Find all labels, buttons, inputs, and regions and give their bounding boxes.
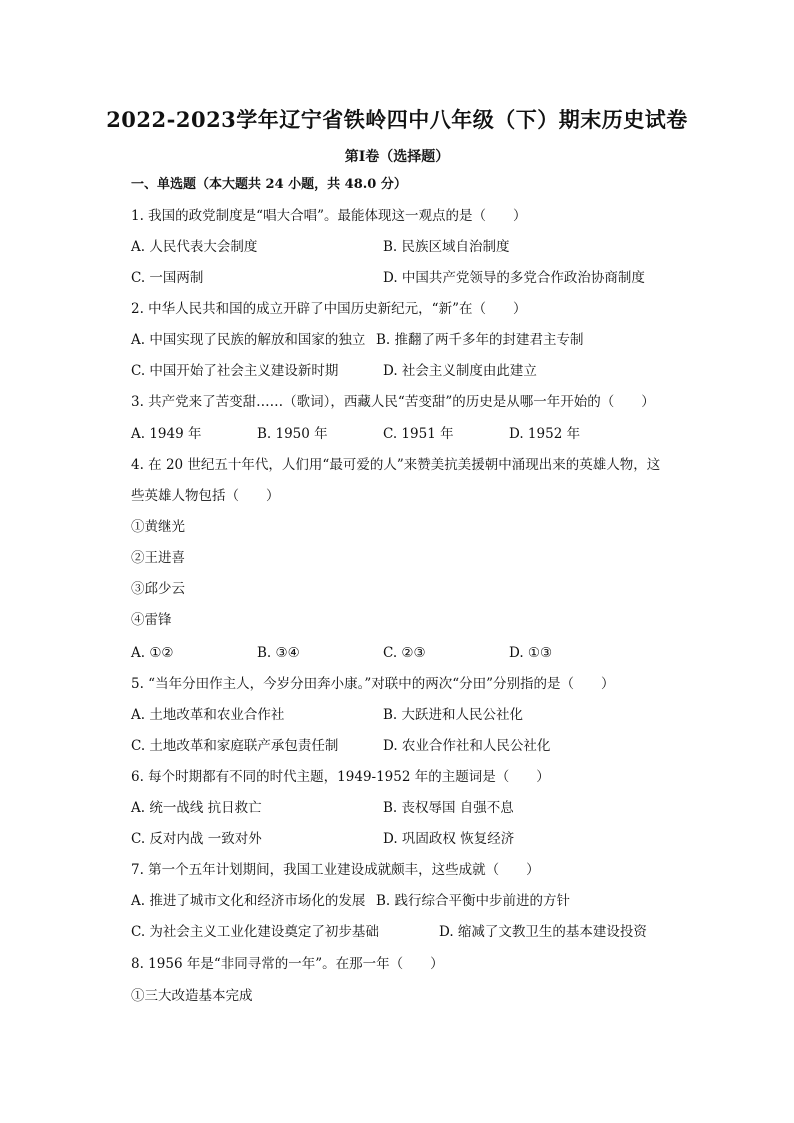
question-2-option-d: D. 社会主义制度由此建立 <box>383 363 537 379</box>
question-4-item-4: ④雷锋 <box>131 612 172 628</box>
question-5-option-d: D. 农业合作社和人民公社化 <box>383 738 551 754</box>
question-5-option-b: B. 大跃进和人民公社化 <box>383 707 524 723</box>
exam-subtitle: 第Ⅰ卷（选择题） <box>344 149 450 165</box>
question-7-option-b: B. 践行综合平衡中步前进的方针 <box>376 893 571 909</box>
question-4-option-a: A. ①② <box>131 645 174 661</box>
question-5-option-c: C. 土地改革和家庭联产承包责任制 <box>131 738 339 754</box>
question-4-item-1: ①黄继光 <box>131 519 185 535</box>
section-heading: 一、单选题（本大题共 24 小题，共 48.0 分） <box>131 177 407 192</box>
question-5-stem: 5. “当年分田作主人，今岁分田奔小康。”对联中的两次“分田”分别指的是（ ） <box>131 676 615 692</box>
question-4-stem-line-1: 4. 在 20 世纪五十年代，人们用“最可爱的人”来赞美抗美援朝中涌现出来的英雄人物，这 <box>131 457 661 473</box>
question-2-stem: 2. 中华人民共和国的成立开辟了中国历史新纪元，“新”在（ ） <box>131 301 527 317</box>
question-4-option-d: D. ①③ <box>509 645 553 661</box>
question-6-option-b: B. 丧权辱国 自强不息 <box>383 800 514 816</box>
question-6-option-c: C. 反对内战 一致对外 <box>131 831 262 847</box>
question-7-option-d: D. 缩减了文教卫生的基本建设投资 <box>439 924 647 940</box>
question-4-option-b: B. ③④ <box>257 645 300 661</box>
question-2-option-c: C. 中国开始了社会主义建设新时期 <box>131 363 339 379</box>
question-8-item-1: ①三大改造基本完成 <box>131 988 253 1004</box>
question-1-stem: 1. 我国的政党制度是“唱大合唱”。最能体现这一观点的是（ ） <box>131 208 527 224</box>
question-1-option-c: C. 一国两制 <box>131 270 204 286</box>
question-8-stem: 8. 1956 年是“非同寻常的一年”。在那一年（ ） <box>131 956 444 972</box>
question-4-stem-line-2: 些英雄人物包括（ ） <box>131 488 280 504</box>
question-6-stem: 6. 每个时期都有不同的时代主题，1949-1952 年的主题词是（ ） <box>131 769 550 785</box>
question-3-stem: 3. 共产党来了苦变甜……（歌词），西藏人民“苦变甜”的历史是从哪一年开始的（ ） <box>131 394 655 410</box>
question-7-option-c: C. 为社会主义工业化建设奠定了初步基础 <box>131 924 379 940</box>
question-1-option-a: A. 人民代表大会制度 <box>131 239 258 255</box>
question-4-item-3: ③邱少云 <box>131 581 185 597</box>
question-1-option-d: D. 中国共产党领导的多党合作政治协商制度 <box>383 270 645 286</box>
question-1-option-b: B. 民族区域自治制度 <box>383 239 510 255</box>
question-2-option-b: B. 推翻了两千多年的封建君主专制 <box>376 332 584 348</box>
question-6-option-a: A. 统一战线 抗日救亡 <box>131 800 262 816</box>
question-6-option-d: D. 巩固政权 恢复经济 <box>383 831 515 847</box>
question-4-option-c: C. ②③ <box>383 645 426 661</box>
question-2-option-a: A. 中国实现了民族的解放和国家的独立 <box>131 332 366 348</box>
question-4-item-2: ②王进喜 <box>131 550 185 566</box>
question-3-option-d: D. 1952 年 <box>509 426 581 442</box>
exam-title: 2022-2023学年辽宁省铁岭四中八年级（下）期末历史试卷 <box>106 107 688 132</box>
question-3-option-a: A. 1949 年 <box>131 426 202 442</box>
question-5-option-a: A. 土地改革和农业合作社 <box>131 707 285 723</box>
question-7-option-a: A. 推进了城市文化和经济市场化的发展 <box>131 893 366 909</box>
question-7-stem: 7. 第一个五年计划期间，我国工业建设成就颇丰，这些成就（ ） <box>131 862 540 878</box>
question-3-option-c: C. 1951 年 <box>383 426 454 442</box>
question-3-option-b: B. 1950 年 <box>257 426 328 442</box>
